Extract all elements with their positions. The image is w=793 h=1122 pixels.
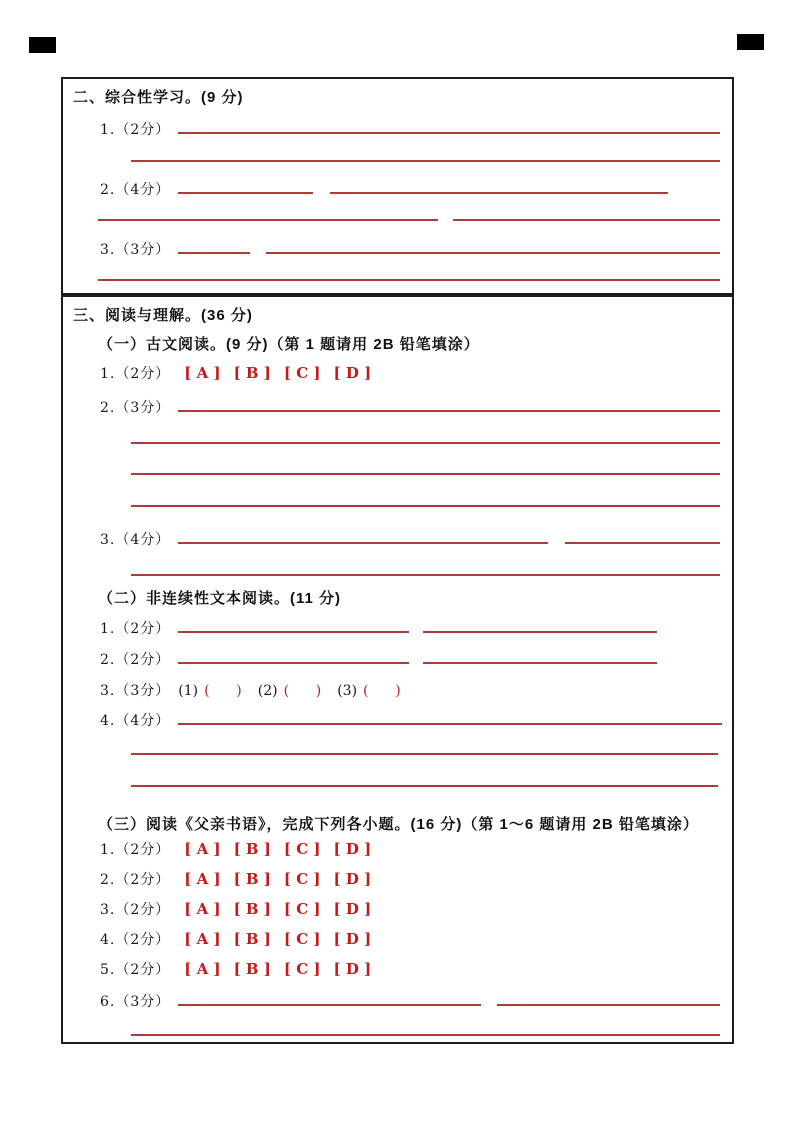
choice-B[interactable]: [ B ] — [234, 870, 271, 888]
section-reading-comprehension — [61, 295, 734, 1044]
part-one-title: （一）古文阅读。(9 分)（第 1 题请用 2B 铅笔填涂） — [98, 336, 480, 353]
choice-A[interactable]: [ A ] — [184, 364, 220, 382]
question-label: 4.（4分） — [100, 713, 171, 729]
part-three-title: （三）阅读《父亲书语》，完成下列各小题。(16 分)（第 1～6 题请用 2B 铅笔填涂） — [98, 816, 699, 833]
choice-B[interactable]: [ B ] — [234, 930, 271, 948]
answer-line[interactable] — [131, 785, 718, 787]
answer-line[interactable] — [178, 410, 720, 412]
choice-C[interactable]: [ C ] — [284, 930, 321, 948]
question-row-p1-3 — [100, 529, 170, 549]
question-label: 2.（4分） — [100, 182, 171, 198]
choice-group — [184, 901, 384, 918]
question-label: 2.（2分） — [100, 652, 171, 668]
question-row-p3-6 — [100, 991, 170, 1011]
answer-line[interactable] — [98, 219, 438, 221]
question-row-s2-2 — [100, 179, 170, 199]
sub-item-number: (2) — [257, 683, 278, 699]
answer-line[interactable] — [497, 1004, 720, 1006]
choice-A[interactable]: [ A ] — [184, 960, 220, 978]
question-row-p2-4 — [100, 710, 170, 730]
answer-line[interactable] — [131, 1034, 720, 1036]
question-row-p3-1 — [100, 839, 384, 859]
sub-item-number: (1) — [178, 683, 199, 699]
choice-A[interactable]: [ A ] — [184, 840, 220, 858]
question-row-p1-1 — [100, 363, 384, 383]
answer-line[interactable] — [178, 723, 722, 725]
choice-group — [184, 931, 384, 948]
question-label: 1.（2分） — [100, 122, 171, 138]
sub-item-number: (3) — [337, 683, 358, 699]
choice-group — [184, 871, 384, 888]
choice-C[interactable]: [ C ] — [284, 840, 321, 858]
question-row-p1-2 — [100, 397, 170, 417]
answer-line[interactable] — [131, 442, 720, 444]
choice-group — [184, 961, 384, 978]
answer-line[interactable] — [266, 252, 720, 254]
answer-line[interactable] — [131, 505, 720, 507]
question-label: 2.（3分） — [100, 400, 171, 416]
question-row-p3-3 — [100, 899, 384, 919]
question-label: 4.（2分） — [100, 932, 171, 948]
answer-line[interactable] — [178, 542, 548, 544]
choice-group — [184, 365, 384, 382]
choice-C[interactable]: [ C ] — [284, 900, 321, 918]
answer-line[interactable] — [453, 219, 720, 221]
answer-line[interactable] — [131, 160, 720, 162]
choice-D[interactable]: [ D ] — [334, 870, 372, 888]
choice-B[interactable]: [ B ] — [234, 364, 271, 382]
answer-line[interactable] — [178, 252, 250, 254]
answer-paren-blank[interactable]: ( ) — [283, 683, 322, 699]
choice-C[interactable]: [ C ] — [284, 960, 321, 978]
choice-B[interactable]: [ B ] — [234, 840, 271, 858]
registration-mark-right — [737, 34, 764, 50]
question-row-s2-3 — [100, 239, 170, 259]
section-comprehensive-learning — [61, 77, 734, 295]
choice-group — [184, 841, 384, 858]
choice-A[interactable]: [ A ] — [184, 900, 220, 918]
choice-D[interactable]: [ D ] — [334, 900, 372, 918]
choice-A[interactable]: [ A ] — [184, 930, 220, 948]
answer-line[interactable] — [98, 279, 720, 281]
choice-D[interactable]: [ D ] — [334, 930, 372, 948]
answer-line[interactable] — [178, 1004, 481, 1006]
answer-paren-blank[interactable]: ( ) — [204, 683, 242, 699]
question-label: 1.（2分） — [100, 621, 171, 637]
answer-line[interactable] — [131, 574, 720, 576]
question-row-p2-3 — [100, 680, 401, 700]
question-row-p3-4 — [100, 929, 384, 949]
answer-line[interactable] — [178, 132, 720, 134]
answer-line[interactable] — [330, 192, 668, 194]
section-two-title: 二、综合性学习。(9 分) — [73, 89, 244, 106]
choice-D[interactable]: [ D ] — [334, 960, 372, 978]
answer-line[interactable] — [565, 542, 720, 544]
choice-B[interactable]: [ B ] — [234, 960, 271, 978]
answer-line[interactable] — [423, 662, 657, 664]
choice-C[interactable]: [ C ] — [284, 364, 321, 382]
answer-line[interactable] — [178, 192, 313, 194]
question-label: 2.（2分） — [100, 872, 171, 888]
question-row-s2-1 — [100, 119, 170, 139]
choice-C[interactable]: [ C ] — [284, 870, 321, 888]
choice-D[interactable]: [ D ] — [334, 840, 372, 858]
choice-A[interactable]: [ A ] — [184, 870, 220, 888]
part-two-title: （二）非连续性文本阅读。(11 分) — [98, 590, 342, 607]
question-label: 3.（4分） — [100, 532, 171, 548]
registration-mark-left — [29, 37, 56, 53]
question-row-p3-2 — [100, 869, 384, 889]
answer-line[interactable] — [423, 631, 657, 633]
answer-line[interactable] — [131, 473, 720, 475]
answer-line[interactable] — [178, 662, 409, 664]
question-row-p2-1 — [100, 618, 170, 638]
question-label: 6.（3分） — [100, 994, 171, 1010]
question-label: 1.（2分） — [100, 366, 171, 382]
answer-paren-blank[interactable]: ( ) — [363, 683, 401, 699]
question-row-p2-2 — [100, 649, 170, 669]
question-row-p3-5 — [100, 959, 384, 979]
choice-D[interactable]: [ D ] — [334, 364, 372, 382]
question-label: 3.（3分） — [100, 242, 171, 258]
answer-line[interactable] — [131, 753, 718, 755]
question-label: 3.（3分） — [100, 683, 171, 699]
question-label: 3.（2分） — [100, 902, 171, 918]
choice-B[interactable]: [ B ] — [234, 900, 271, 918]
section-three-title: 三、阅读与理解。(36 分) — [73, 307, 253, 324]
question-label: 5.（2分） — [100, 962, 171, 978]
question-label: 1.（2分） — [100, 842, 171, 858]
answer-line[interactable] — [178, 631, 409, 633]
